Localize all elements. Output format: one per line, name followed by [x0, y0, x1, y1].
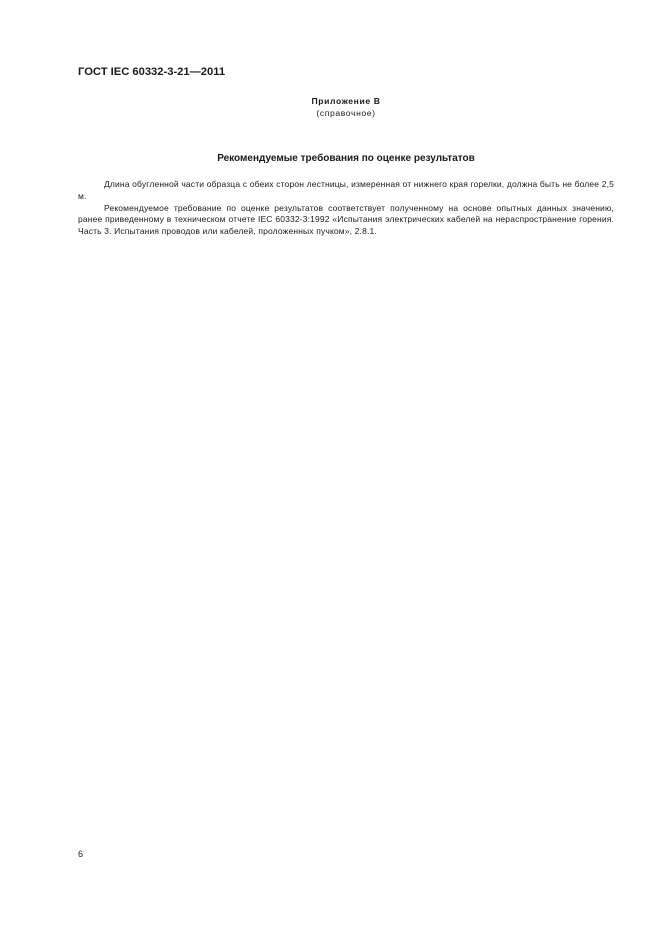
- section-title: Рекомендуемые требования по оценке результатов: [217, 153, 475, 164]
- document-header: ГОСТ IEC 60332-3-21—2011: [78, 66, 226, 78]
- annex-title: Приложение В: [311, 96, 381, 106]
- body-text: [78, 179, 614, 238]
- paragraph: Длина обугленной части образца с обеих сторон лестницы, измеренная от нижнего края горелки, должна быть не более 2,5 м.: [78, 179, 614, 201]
- page-number: 6: [78, 849, 84, 859]
- annex-subtitle: (справочное): [316, 108, 376, 118]
- paragraph: Рекомендуемое требование по оценке результатов соответствует полученному на основе опытных данных значению, ранее приведенному в техническом отчете IEC 60332-3:1992 «Испытания электрических кабелей на нераспространение горения. Часть 3. Испытания проводов или кабелей, проложенных пучком», 2.8.1.: [78, 202, 614, 237]
